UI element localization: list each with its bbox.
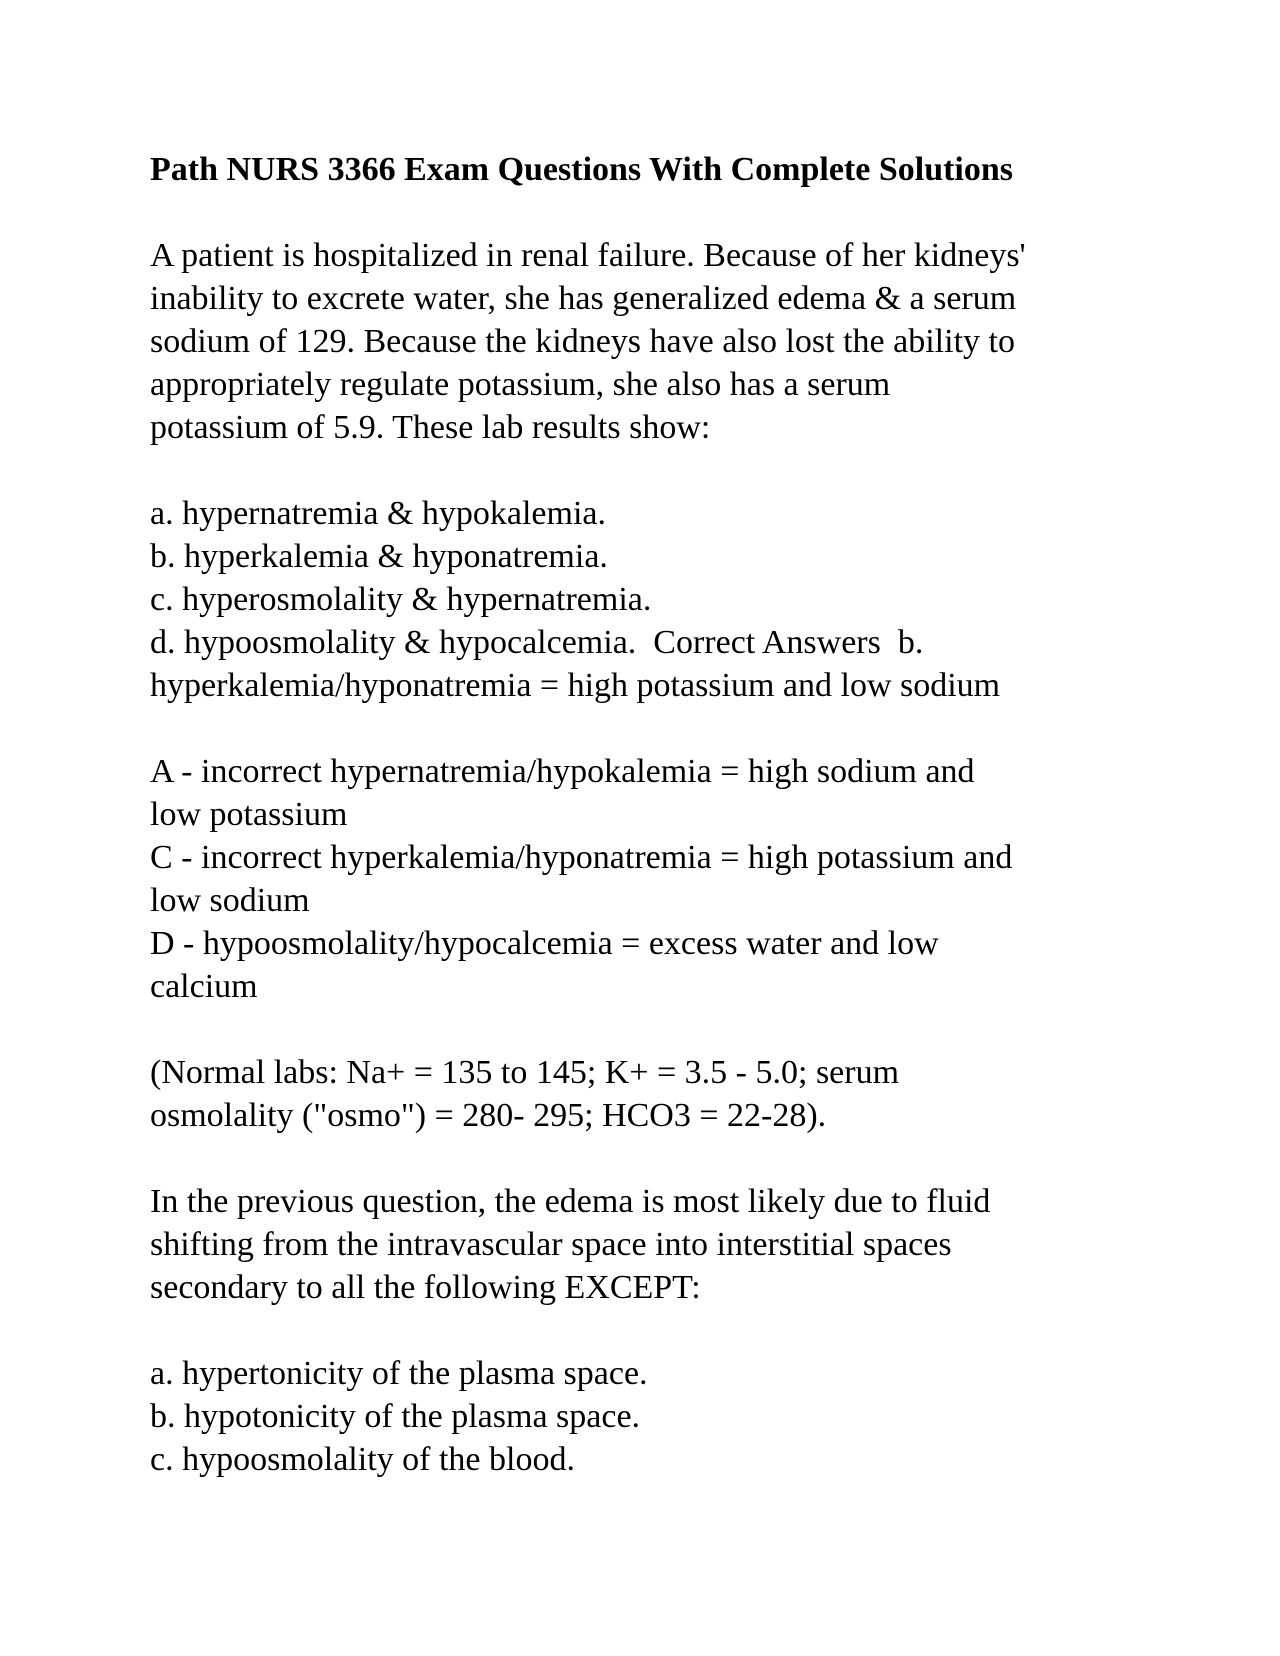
option-c: c. hypoosmolality of the blood.: [150, 1441, 575, 1478]
option-b: b. hypotonicity of the plasma space.: [150, 1398, 641, 1435]
text-line: sodium of 129. Because the kidneys have also lost the ability to: [150, 323, 1015, 360]
text-line: potassium of 5.9. These lab results show:: [150, 409, 711, 446]
question-2-options: [150, 1352, 1150, 1481]
normal-labs-note: [150, 1051, 1150, 1137]
option-a: a. hypernatremia & hypokalemia.: [150, 495, 606, 532]
text-line: A patient is hospitalized in renal failure. Because of her kidneys': [150, 237, 1026, 274]
document-title: Path NURS 3366 Exam Questions With Complete Solutions: [150, 151, 1014, 188]
text-line: shifting from the intravascular space into interstitial spaces: [150, 1226, 952, 1263]
question-2-stem: [150, 1180, 1150, 1309]
text-line: secondary to all the following EXCEPT:: [150, 1269, 701, 1306]
text-line: (Normal labs: Na+ = 135 to 145; K+ = 3.5 - 5.0; serum: [150, 1054, 900, 1091]
text-line: C - incorrect hyperkalemia/hyponatremia = high potassium and: [150, 839, 1013, 876]
text-line: D - hypoosmolality/hypocalcemia = excess water and low: [150, 925, 939, 962]
text-line: In the previous question, the edema is most likely due to fluid: [150, 1183, 991, 1220]
option-c: c. hyperosmolality & hypernatremia.: [150, 581, 652, 618]
text-line: low potassium: [150, 796, 348, 833]
option-b: b. hyperkalemia & hyponatremia.: [150, 538, 608, 575]
text-line: low sodium: [150, 882, 310, 919]
option-a: a. hypertonicity of the plasma space.: [150, 1355, 648, 1392]
answer-line: hyperkalemia/hyponatremia = high potassium and low sodium: [150, 667, 1001, 704]
option-d-with-answer: d. hypoosmolality & hypocalcemia. Correct Answers b.: [150, 624, 924, 661]
document-page: [150, 148, 1150, 1524]
question-1-options: [150, 492, 1150, 707]
text-line: A - incorrect hypernatremia/hypokalemia = high sodium and: [150, 753, 975, 790]
text-line: inability to excrete water, she has generalized edema & a serum: [150, 280, 1017, 317]
text-line: osmolality ("osmo") = 280- 295; HCO3 = 22-28).: [150, 1097, 827, 1134]
text-line: appropriately regulate potassium, she also has a serum: [150, 366, 891, 403]
question-1-stem: [150, 234, 1150, 449]
text-line: calcium: [150, 968, 258, 1005]
question-1-rationale: [150, 750, 1150, 1008]
